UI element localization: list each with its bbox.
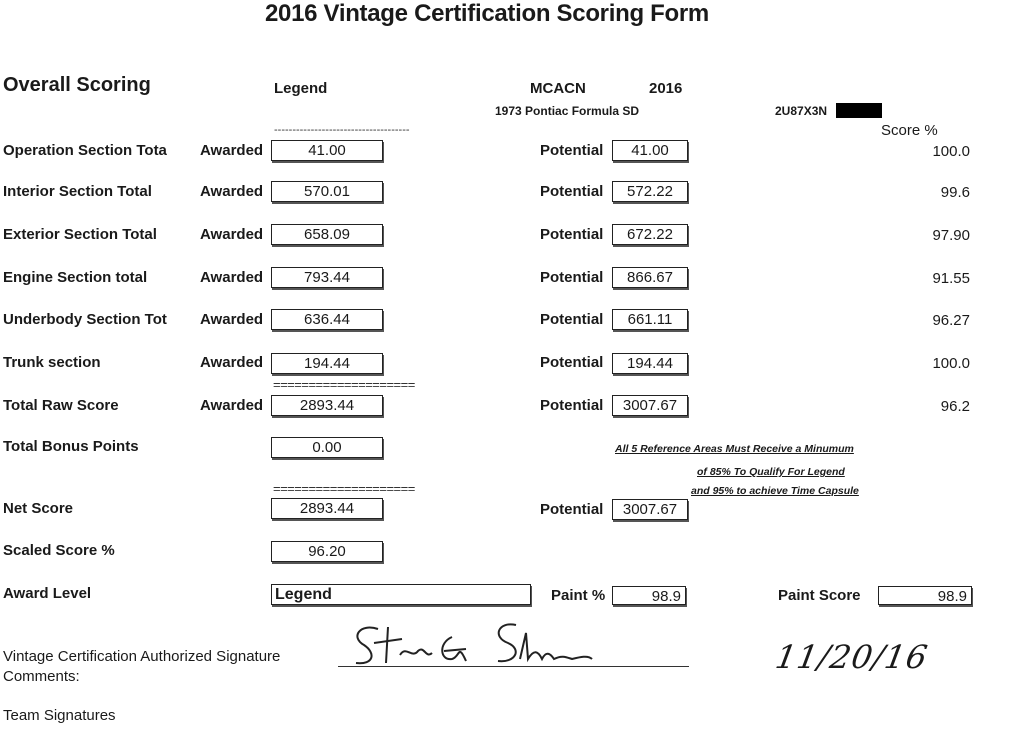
potential-label: Potential bbox=[540, 183, 604, 200]
comments-label: Comments: bbox=[3, 668, 80, 685]
scaled-score-label: Scaled Score % bbox=[3, 542, 115, 559]
potential-value-box: 572.22 bbox=[612, 181, 688, 202]
bonus-label: Total Bonus Points bbox=[3, 438, 139, 455]
paint-pct-label: Paint % bbox=[551, 587, 606, 604]
potential-label: Potential bbox=[540, 501, 604, 518]
paint-score-label: Paint Score bbox=[778, 587, 861, 604]
overall-scoring-heading: Overall Scoring bbox=[3, 74, 151, 96]
award-level-box: Legend bbox=[271, 584, 531, 605]
score-percent: 97.90 bbox=[932, 227, 970, 244]
authorized-signature-label: Vintage Certification Authorized Signature bbox=[3, 648, 281, 665]
potential-value-box: 866.67 bbox=[612, 267, 688, 288]
bonus-value-box: 0.00 bbox=[271, 437, 383, 458]
net-score-label: Net Score bbox=[3, 500, 74, 517]
awarded-label: Awarded bbox=[200, 142, 264, 159]
potential-label: Potential bbox=[540, 397, 604, 414]
score-percent: 96.27 bbox=[932, 312, 970, 329]
net-score-box: 2893.44 bbox=[271, 498, 383, 519]
score-percent: 99.6 bbox=[940, 184, 970, 201]
total-raw-label: Total Raw Score bbox=[3, 397, 119, 414]
section-label: Interior Section Total bbox=[3, 183, 152, 200]
score-pct-header: Score % bbox=[881, 122, 938, 139]
vin-number: 2U87X3N bbox=[775, 104, 828, 118]
section-label: Engine Section total bbox=[3, 269, 148, 286]
potential-label: Potential bbox=[540, 354, 604, 371]
handwritten-signature bbox=[340, 615, 600, 671]
qualification-note-line2: of 85% To Qualify For Legend bbox=[697, 466, 845, 478]
paint-score-box: 98.9 bbox=[878, 586, 972, 605]
scaled-score-box: 96.20 bbox=[271, 541, 383, 562]
section-label: Operation Section Tota bbox=[3, 142, 167, 159]
equals-separator: ==================== bbox=[273, 481, 415, 496]
event-name: MCACN bbox=[530, 80, 586, 97]
awarded-label: Awarded bbox=[200, 397, 264, 414]
dash-separator: ------------------------------------- bbox=[274, 124, 410, 136]
team-signatures-label: Team Signatures bbox=[3, 707, 116, 724]
score-percent: 91.55 bbox=[932, 270, 970, 287]
event-year: 2016 bbox=[649, 80, 683, 97]
awarded-value-box: 41.00 bbox=[271, 140, 383, 161]
section-label: Underbody Section Tot bbox=[3, 311, 167, 328]
award-level-label: Award Level bbox=[3, 585, 92, 602]
potential-label: Potential bbox=[540, 311, 604, 328]
awarded-value-box: 570.01 bbox=[271, 181, 383, 202]
score-percent: 100.0 bbox=[932, 355, 970, 372]
legend-heading: Legend bbox=[274, 80, 328, 97]
qualification-note-line3: and 95% to achieve Time Capsule bbox=[691, 485, 859, 497]
qualification-note-line1: All 5 Reference Areas Must Receive a Minumum bbox=[615, 443, 854, 455]
potential-value-box: 194.44 bbox=[612, 353, 688, 374]
potential-label: Potential bbox=[540, 269, 604, 286]
potential-label: Potential bbox=[540, 142, 604, 159]
total-raw-awarded-box: 2893.44 bbox=[271, 395, 383, 416]
vehicle-description: 1973 Pontiac Formula SD bbox=[495, 104, 640, 118]
awarded-value-box: 793.44 bbox=[271, 267, 383, 288]
awarded-label: Awarded bbox=[200, 311, 264, 328]
handwritten-date: 11/20/16 bbox=[772, 638, 932, 676]
awarded-label: Awarded bbox=[200, 354, 264, 371]
awarded-label: Awarded bbox=[200, 226, 264, 243]
net-score-potential-box: 3007.67 bbox=[612, 499, 688, 520]
potential-value-box: 672.22 bbox=[612, 224, 688, 245]
section-label: Exterior Section Total bbox=[3, 226, 157, 243]
awarded-label: Awarded bbox=[200, 269, 264, 286]
awarded-value-box: 194.44 bbox=[271, 353, 383, 374]
form-title: 2016 Vintage Certification Scoring Form bbox=[265, 0, 709, 27]
awarded-value-box: 636.44 bbox=[271, 309, 383, 330]
paint-pct-box: 98.9 bbox=[612, 586, 686, 605]
potential-label: Potential bbox=[540, 226, 604, 243]
score-percent: 100.0 bbox=[932, 143, 970, 160]
vin-redaction bbox=[836, 103, 882, 118]
total-raw-score-percent: 96.2 bbox=[940, 398, 970, 415]
awarded-value-box: 658.09 bbox=[271, 224, 383, 245]
section-label: Trunk section bbox=[3, 354, 101, 371]
potential-value-box: 661.11 bbox=[612, 309, 688, 330]
equals-separator: ==================== bbox=[273, 377, 415, 392]
awarded-label: Awarded bbox=[200, 183, 264, 200]
potential-value-box: 41.00 bbox=[612, 140, 688, 161]
total-raw-potential-box: 3007.67 bbox=[612, 395, 688, 416]
